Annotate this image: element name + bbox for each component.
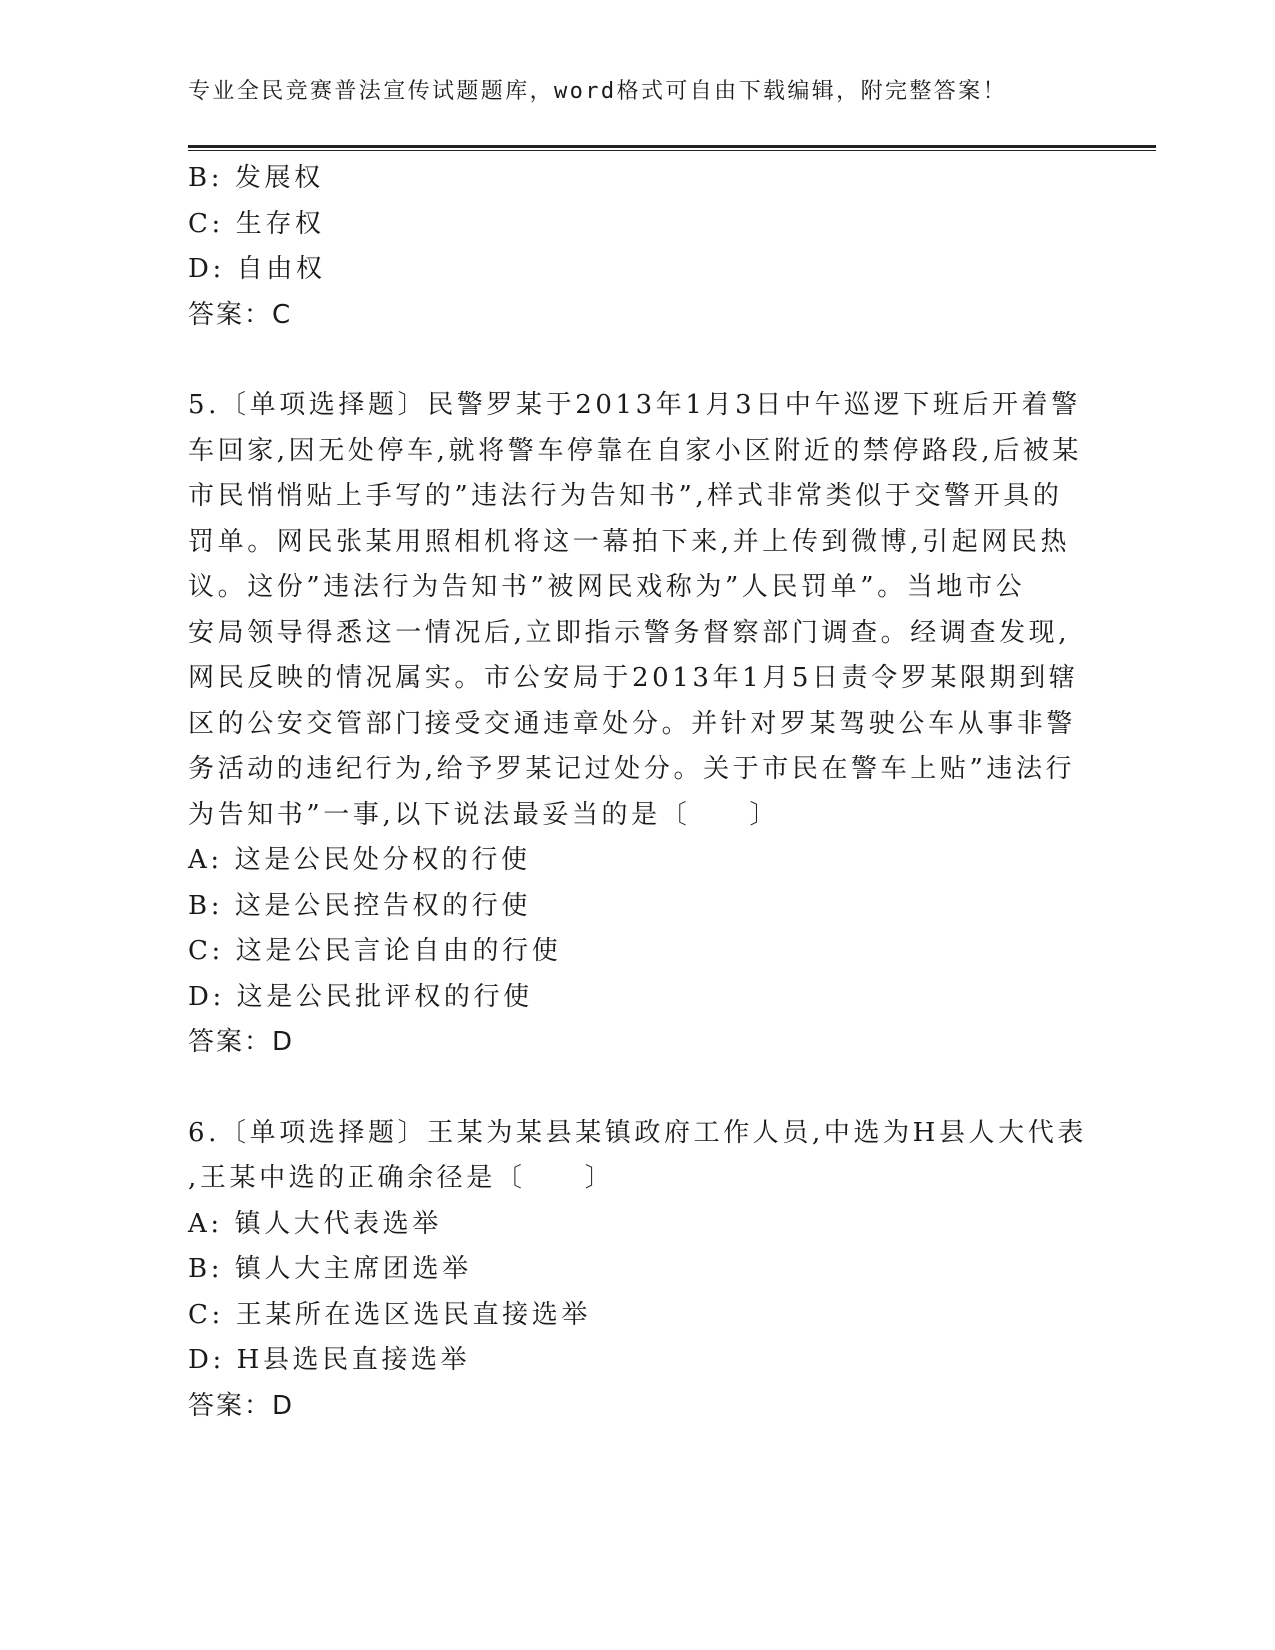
header-rule-thick (188, 145, 1156, 148)
answer: 答案：D (188, 1390, 295, 1421)
header-rule-thin (188, 150, 1156, 151)
document-body (188, 156, 1088, 1429)
answer: 答案：D (188, 1027, 295, 1057)
question-stem-line: 网民反映的情况属实。市公安局于2013年1月5日责令罗某限期到辖 (188, 663, 1079, 693)
page-header: 专业全民竞赛普法宣传试题题库，word格式可自由下载编辑，附完整答案！ (188, 79, 1007, 104)
option-c: C: 这是公民言论自由的行使 (188, 936, 562, 966)
question-5 (188, 383, 1088, 1066)
option-b: B: 这是公民控告权的行使 (188, 890, 531, 921)
question-stem-line: ,王某中选的正确余径是〔 〕 (188, 1163, 615, 1193)
question-4-tail (188, 156, 1088, 338)
option-d: D: H县选民直接选举 (188, 1345, 471, 1375)
spacer (188, 1066, 1088, 1111)
question-stem-line: 区的公安交管部门接受交通违章处分。并针对罗某驾驶公车从事非警 (188, 708, 1077, 739)
question-stem-line: 5.〔单项选择题〕民警罗某于2013年1月3日中午巡逻下班后开着警 (188, 390, 1081, 420)
question-stem-line: 务活动的违纪行为,给予罗某记过处分。关于市民在警车上贴”违法行 (188, 754, 1076, 784)
question-stem-line: 市民悄悄贴上手写的”违法行为告知书”,样式非常类似于交警开具的 (188, 481, 1063, 511)
question-stem-line: 罚单。网民张某用照相机将这一幕拍下来,并上传到微博,引起网民热 (188, 526, 1071, 557)
question-stem-line: 议。这份”违法行为告知书”被网民戏称为”人民罚单”。当地市公 (188, 572, 1026, 602)
option-d: D: 这是公民批评权的行使 (188, 981, 533, 1012)
question-stem-line: 安局领导得悉这一情况后,立即指示警务督察部门调查。经调查发现, (188, 617, 1071, 648)
option-a: A: 这是公民处分权的行使 (188, 845, 531, 875)
option-b: B: 镇人大主席团选举 (188, 1254, 472, 1284)
question-stem-line: 6.〔单项选择题〕王某为某县某镇政府工作人员,中选为H县人大代表 (188, 1117, 1087, 1148)
option-c: C: 生存权 (188, 208, 325, 239)
question-6 (188, 1111, 1088, 1430)
option-c: C: 王某所在选区选民直接选举 (188, 1299, 591, 1330)
question-stem-line: 车回家,因无处停车,就将警车停靠在自家小区附近的禁停路段,后被某 (188, 435, 1082, 466)
option-d: D: 自由权 (188, 254, 326, 284)
option-b: B: 发展权 (188, 163, 324, 193)
spacer (188, 338, 1088, 383)
answer: 答案：C (188, 299, 293, 330)
question-stem-line: 为告知书”一事,以下说法最妥当的是〔 〕 (188, 799, 780, 830)
option-a: A: 镇人大代表选举 (188, 1208, 442, 1239)
